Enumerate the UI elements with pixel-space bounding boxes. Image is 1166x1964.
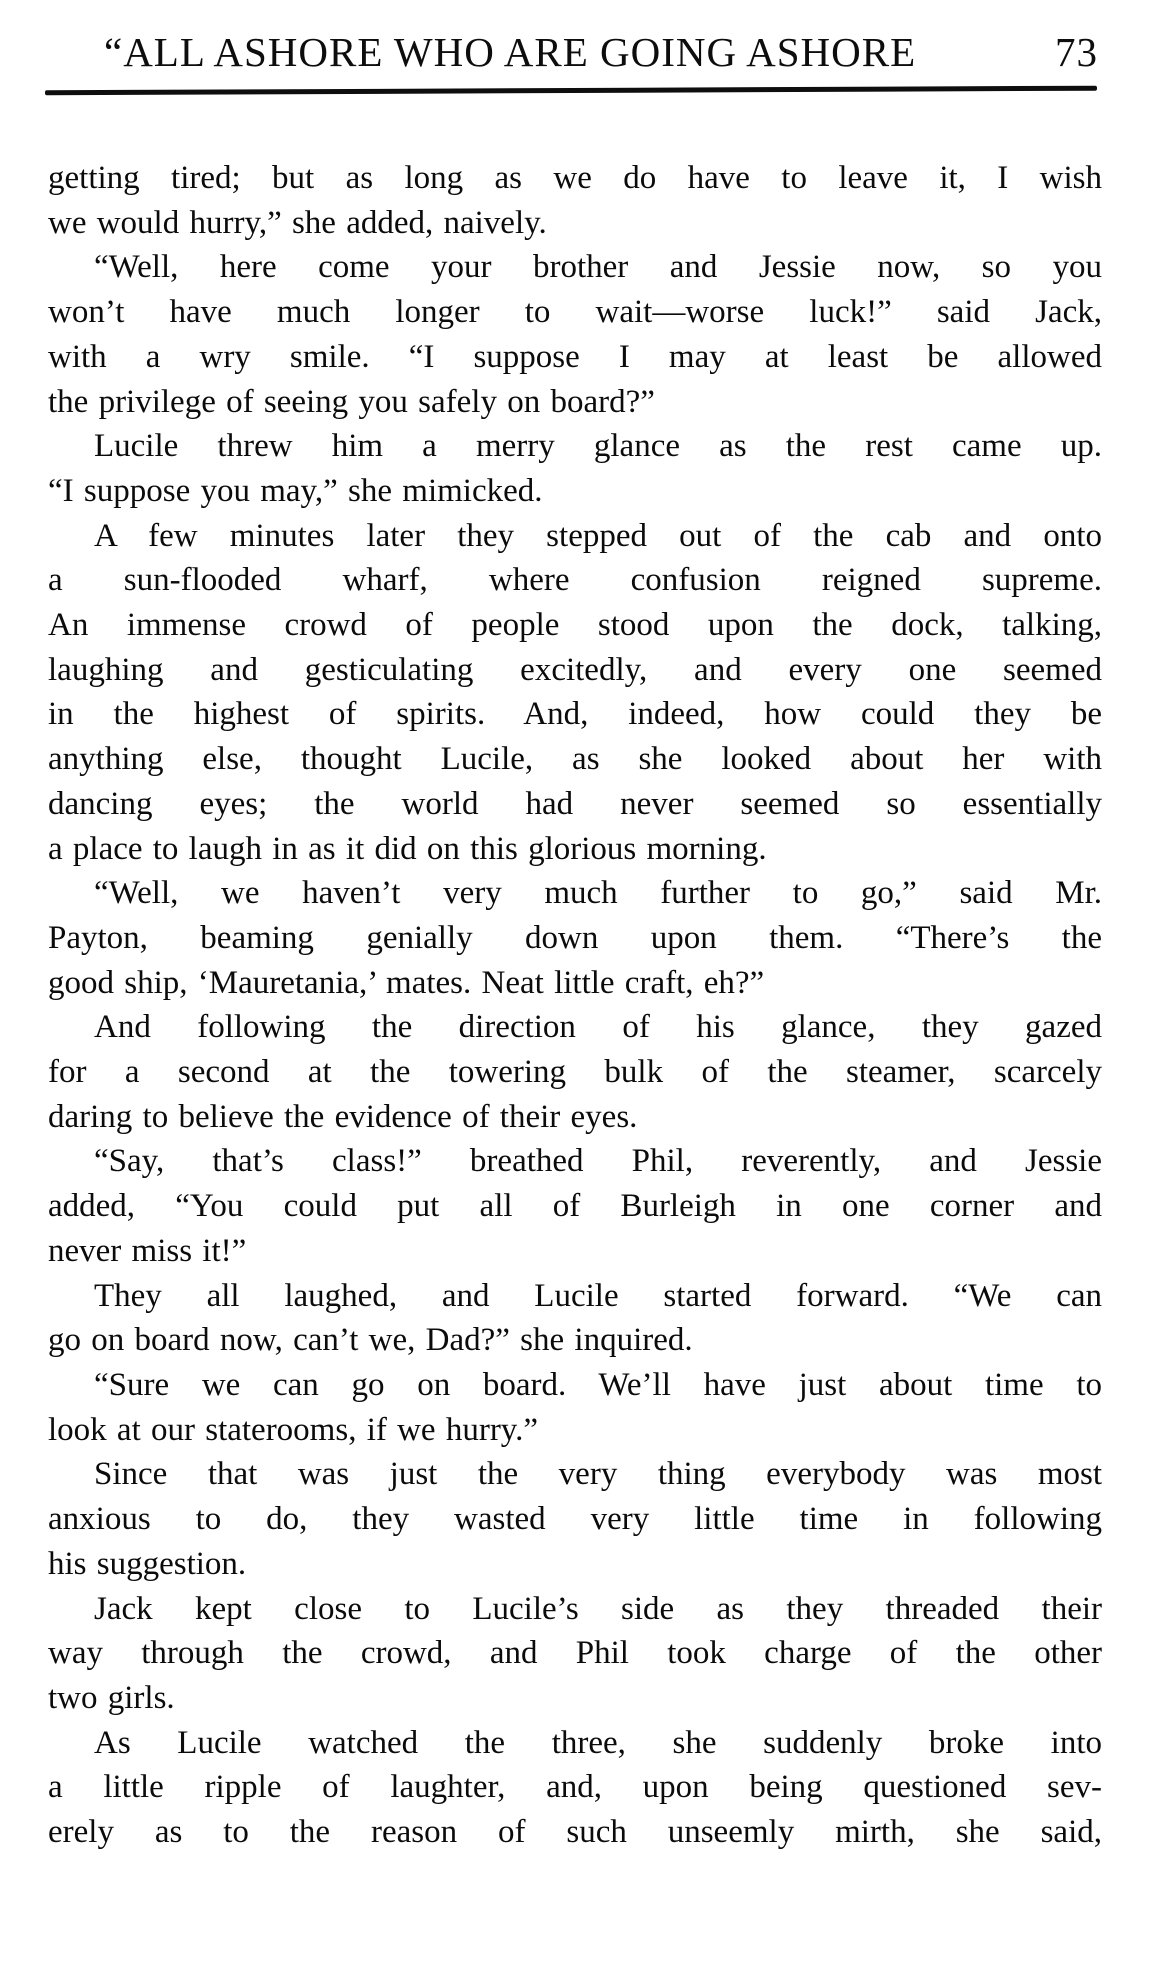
text-line: dancing eyes; the world had never seemed so essentially: [48, 785, 1102, 822]
text-line: with a wry smile. “I suppose I may at least be allowed: [48, 338, 1102, 375]
page-number: 73: [1055, 29, 1098, 75]
text-line: two girls.: [48, 1679, 175, 1716]
text-line: As Lucile watched the three, she suddenly broke into: [94, 1724, 1102, 1761]
text-line: a little ripple of laughter, and, upon being questioned sev-: [48, 1769, 1102, 1806]
text-line: Payton, beaming genially down upon them. “There’s the: [48, 919, 1102, 956]
text-line: “Sure we can go on board. We’ll have just about time to: [94, 1366, 1102, 1403]
text-line: we would hurry,” she added, naively.: [48, 204, 547, 241]
text-line: won’t have much longer to wait—worse luck!” said Jack,: [48, 294, 1102, 331]
text-line: “I suppose you may,” she mimicked.: [48, 472, 543, 509]
text-line: laughing and gesticulating excitedly, and every one seemed: [48, 651, 1102, 688]
text-line: erely as to the reason of such unseemly mirth, she said,: [48, 1814, 1102, 1851]
text-line: “Say, that’s class!” breathed Phil, reverently, and Jessie: [94, 1143, 1102, 1180]
text-line: getting tired; but as long as we do have to leave it, I wish: [48, 160, 1102, 196]
text-line: in the highest of spirits. And, indeed, how could they be: [48, 696, 1102, 733]
text-line: for a second at the towering bulk of the steamer, scarcely: [48, 1054, 1102, 1091]
text-line: the privilege of seeing you safely on board?”: [48, 383, 655, 420]
text-line: never miss it!”: [48, 1232, 247, 1269]
text-line: And following the direction of his glance, they gazed: [94, 1009, 1102, 1046]
running-head-title: “ALL ASHORE WHO ARE GOING ASHORE: [104, 29, 917, 75]
text-line: An immense crowd of people stood upon the dock, talking,: [48, 607, 1102, 644]
text-line: a place to laugh in as it did on this glorious morning.: [48, 830, 767, 867]
text-line: go on board now, can’t we, Dad?” she inquired.: [48, 1322, 693, 1359]
text-line: added, “You could put all of Burleigh in one corner and: [48, 1188, 1102, 1225]
text-line: Lucile threw him a merry glance as the rest came up.: [94, 428, 1102, 465]
text-line: Jack kept close to Lucile’s side as they threaded their: [94, 1590, 1102, 1627]
text-line: his suggestion.: [48, 1545, 247, 1582]
text-line: anything else, thought Lucile, as she looked about her with: [48, 741, 1102, 778]
text-line: anxious to do, they wasted very little time in following: [48, 1501, 1102, 1538]
text-line: way through the crowd, and Phil took charge of the other: [48, 1635, 1102, 1672]
text-line: look at our staterooms, if we hurry.”: [48, 1411, 539, 1448]
page-body: [48, 156, 1102, 1855]
text-line: Since that was just the very thing everybody was most: [94, 1456, 1102, 1493]
text-line: daring to believe the evidence of their eyes.: [48, 1098, 638, 1135]
text-line: good ship, ‘Mauretania,’ mates. Neat little craft, eh?”: [48, 964, 765, 1001]
text-line: A few minutes later they stepped out of the cab and onto: [94, 517, 1102, 554]
text-line: a sun-flooded wharf, where confusion reigned supreme.: [48, 562, 1102, 599]
page-header: [104, 28, 1098, 76]
text-line: “Well, here come your brother and Jessie now, so you: [94, 249, 1102, 286]
header-rule: [45, 86, 1097, 96]
text-line: They all laughed, and Lucile started forward. “We can: [94, 1277, 1102, 1314]
text-line: “Well, we haven’t very much further to go,” said Mr.: [94, 875, 1102, 912]
